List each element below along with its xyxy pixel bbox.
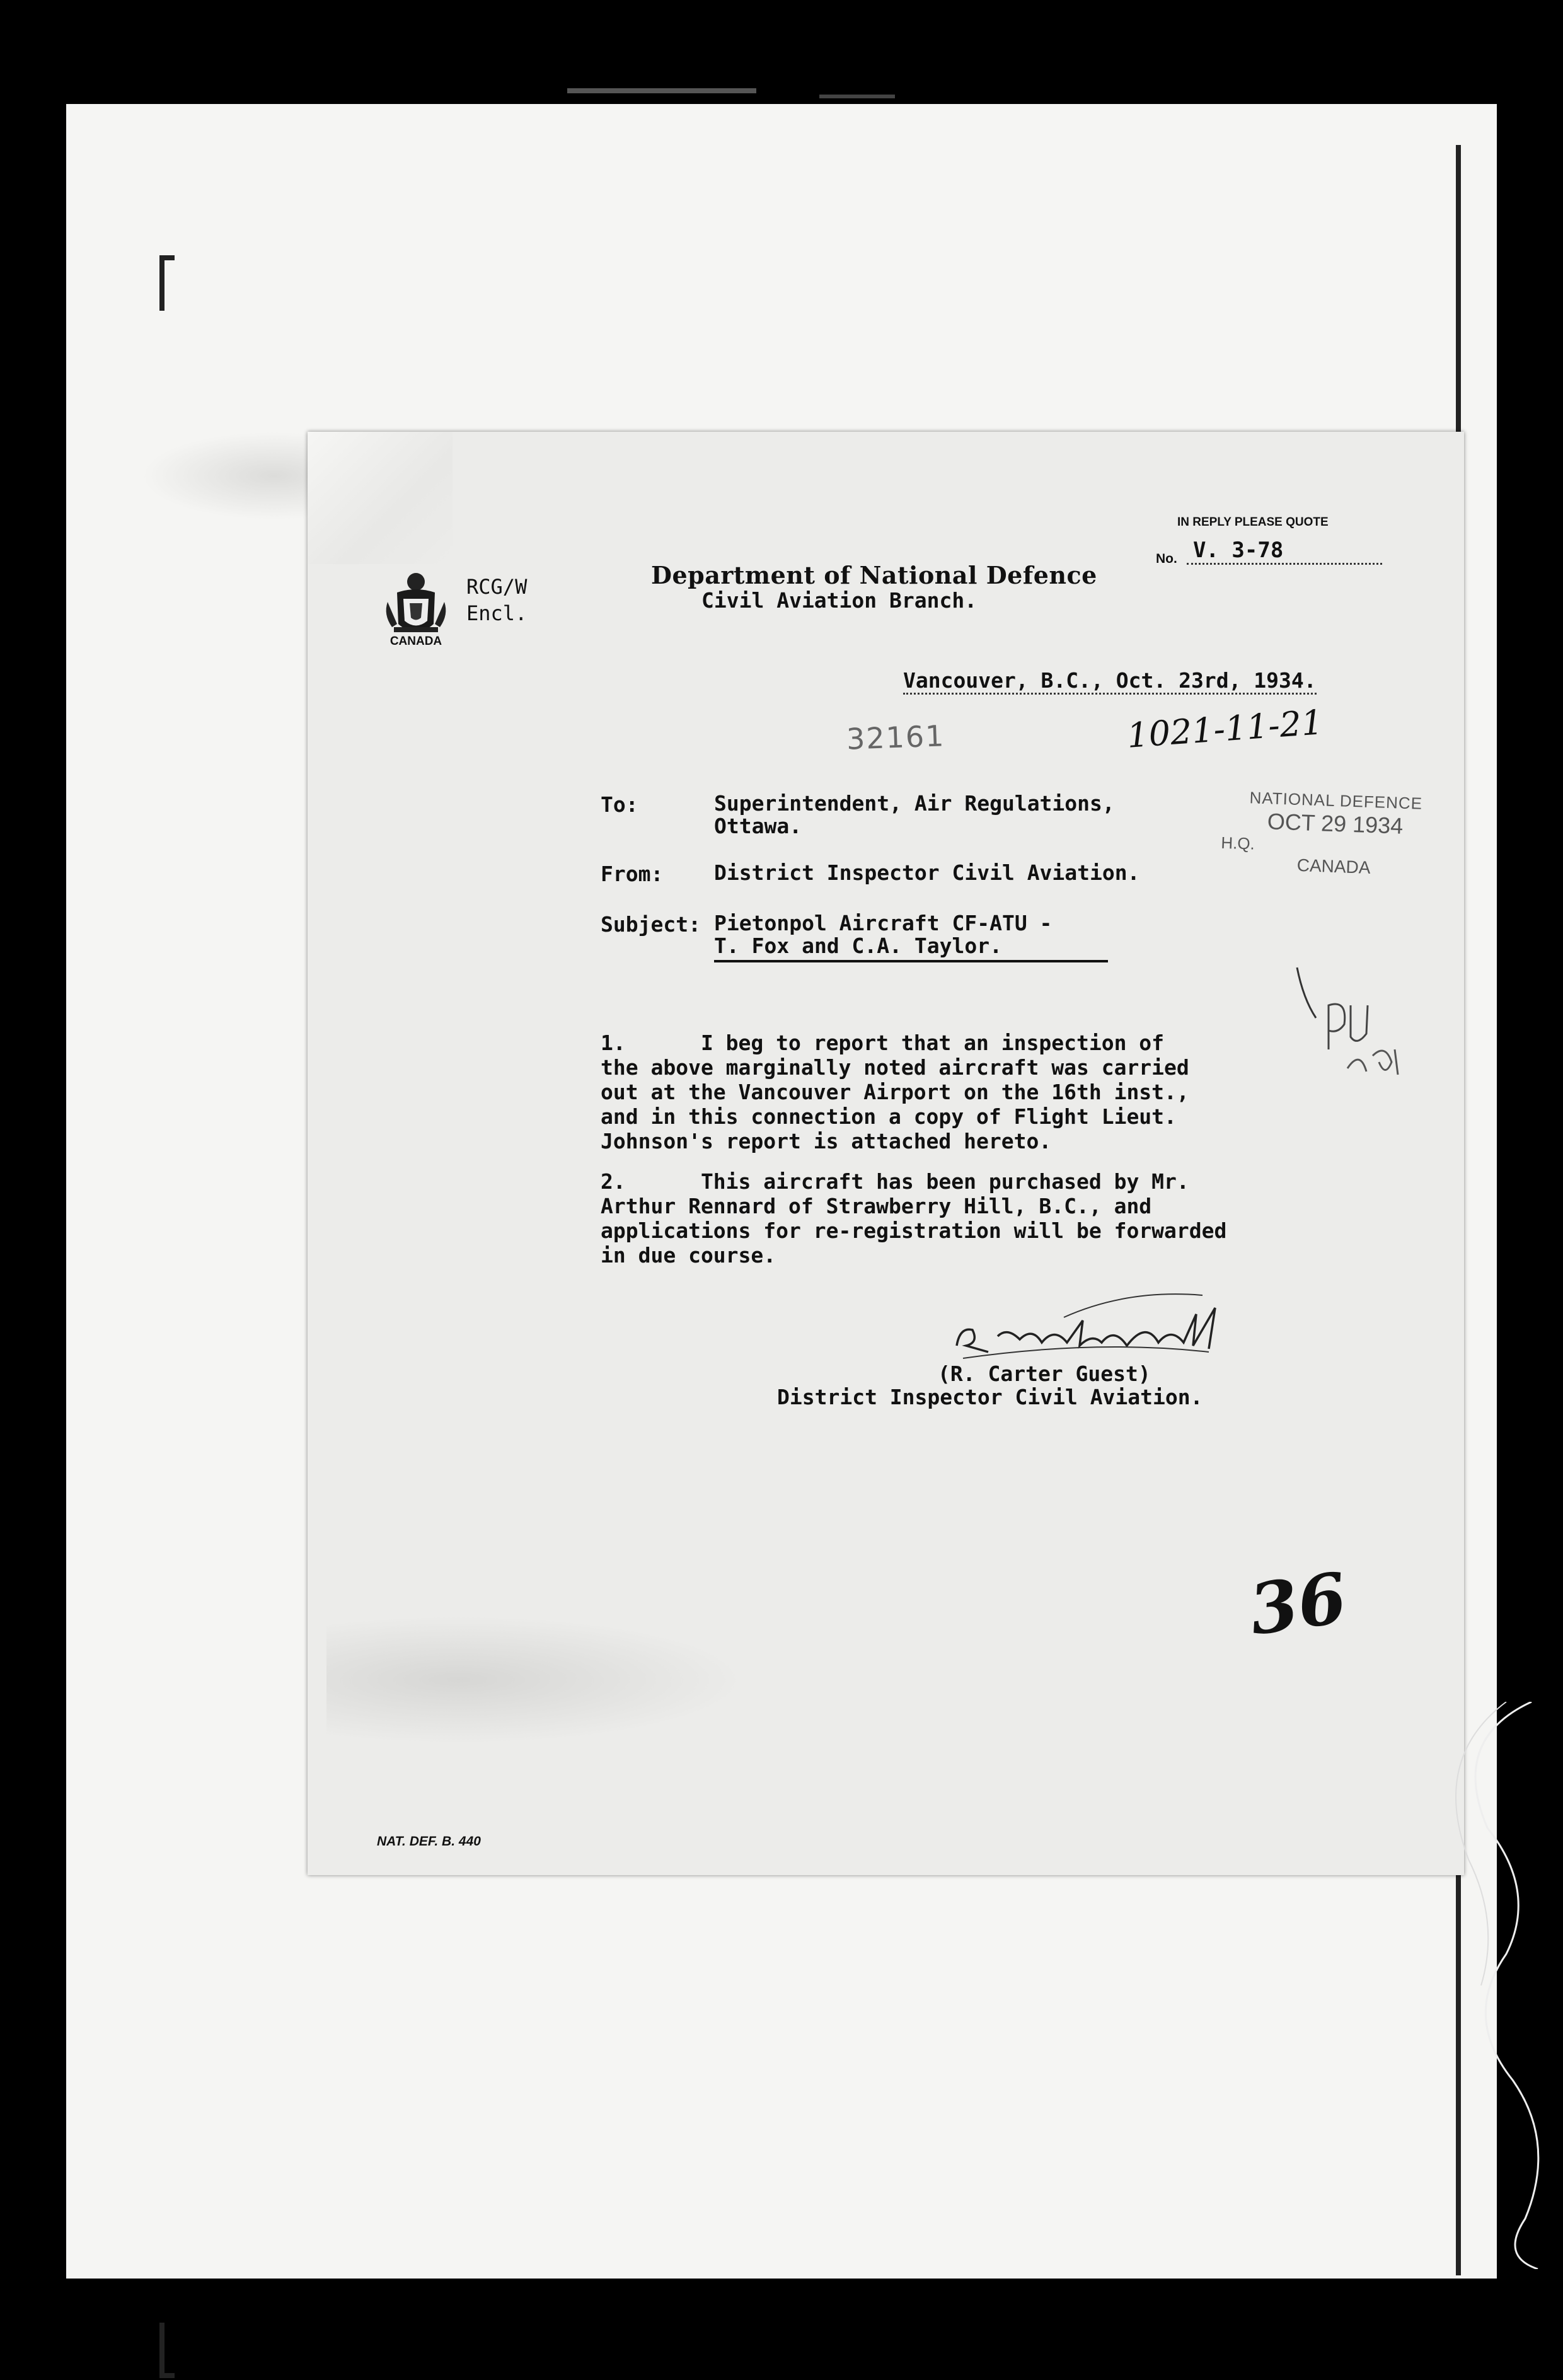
- crop-mark-top-left: [159, 255, 175, 311]
- crest-caption: CANADA: [389, 635, 442, 648]
- royal-arms-crest-icon: [378, 564, 454, 665]
- received-stamp-department: NATIONAL DEFENCE: [1249, 788, 1423, 813]
- binding-string: [1412, 1702, 1563, 2269]
- signatory-name: (R. Carter Guest): [938, 1361, 1151, 1386]
- branch-name: Civil Aviation Branch.: [701, 588, 978, 613]
- reply-number-label: No.: [1156, 552, 1177, 566]
- letter-sheet: [308, 432, 1464, 1875]
- form-code: NAT. DEF. B. 440: [377, 1834, 481, 1849]
- handwritten-file-number: 1021-11-21: [1126, 702, 1325, 756]
- subject-label: Subject:: [601, 912, 701, 937]
- reference-code: RCG/W Encl.: [466, 575, 528, 625]
- subject-value: Pietonpol Aircraft CF-ATU - T. Fox and C.A. Taylor.: [714, 911, 1053, 958]
- to-value: Superintendent, Air Regulations, Ottawa.: [714, 791, 1115, 838]
- received-stamp-hq: H.Q.: [1220, 833, 1255, 853]
- received-stamp-country: CANADA: [1296, 855, 1371, 877]
- from-label: From:: [601, 862, 664, 886]
- folio-number: 36: [1244, 1556, 1352, 1651]
- received-stamp-date: OCT 29 1934: [1267, 808, 1404, 839]
- film-edge-noise: [0, 0, 1563, 104]
- registry-stamp-number: 32161: [846, 719, 946, 756]
- subject-underline: [714, 960, 1108, 962]
- handwritten-signature: [938, 1283, 1316, 1371]
- body-paragraph-2: 2. This aircraft has been purchased by Mr. Arthur Rennard of Strawberry Hill, B.C., and applications for re-registration will be forwarded in due course.: [601, 1169, 1227, 1268]
- department-title: Department of National Defence: [651, 561, 1097, 589]
- body-paragraph-1: 1. I beg to report that an inspection of the above marginally noted aircraft was carried out at the Vancouver Airport on the 16th inst., and in this connection a copy of Flight Lieut. Johnson's report is attached hereto.: [601, 1031, 1189, 1153]
- reply-quote-prompt: IN REPLY PLEASE QUOTE: [1177, 516, 1329, 529]
- ink-bleed-through: [326, 1610, 768, 1749]
- date-line: Vancouver, B.C., Oct. 23rd, 1934.: [903, 668, 1317, 695]
- reply-number-value: V. 3-78: [1187, 538, 1382, 565]
- from-value: District Inspector Civil Aviation.: [714, 860, 1140, 885]
- to-label: To:: [601, 792, 638, 817]
- torn-corner: [308, 432, 453, 564]
- received-stamp: [1220, 787, 1450, 881]
- crop-mark-bottom-left: [159, 2323, 175, 2378]
- signatory-title: District Inspector Civil Aviation.: [777, 1385, 1203, 1409]
